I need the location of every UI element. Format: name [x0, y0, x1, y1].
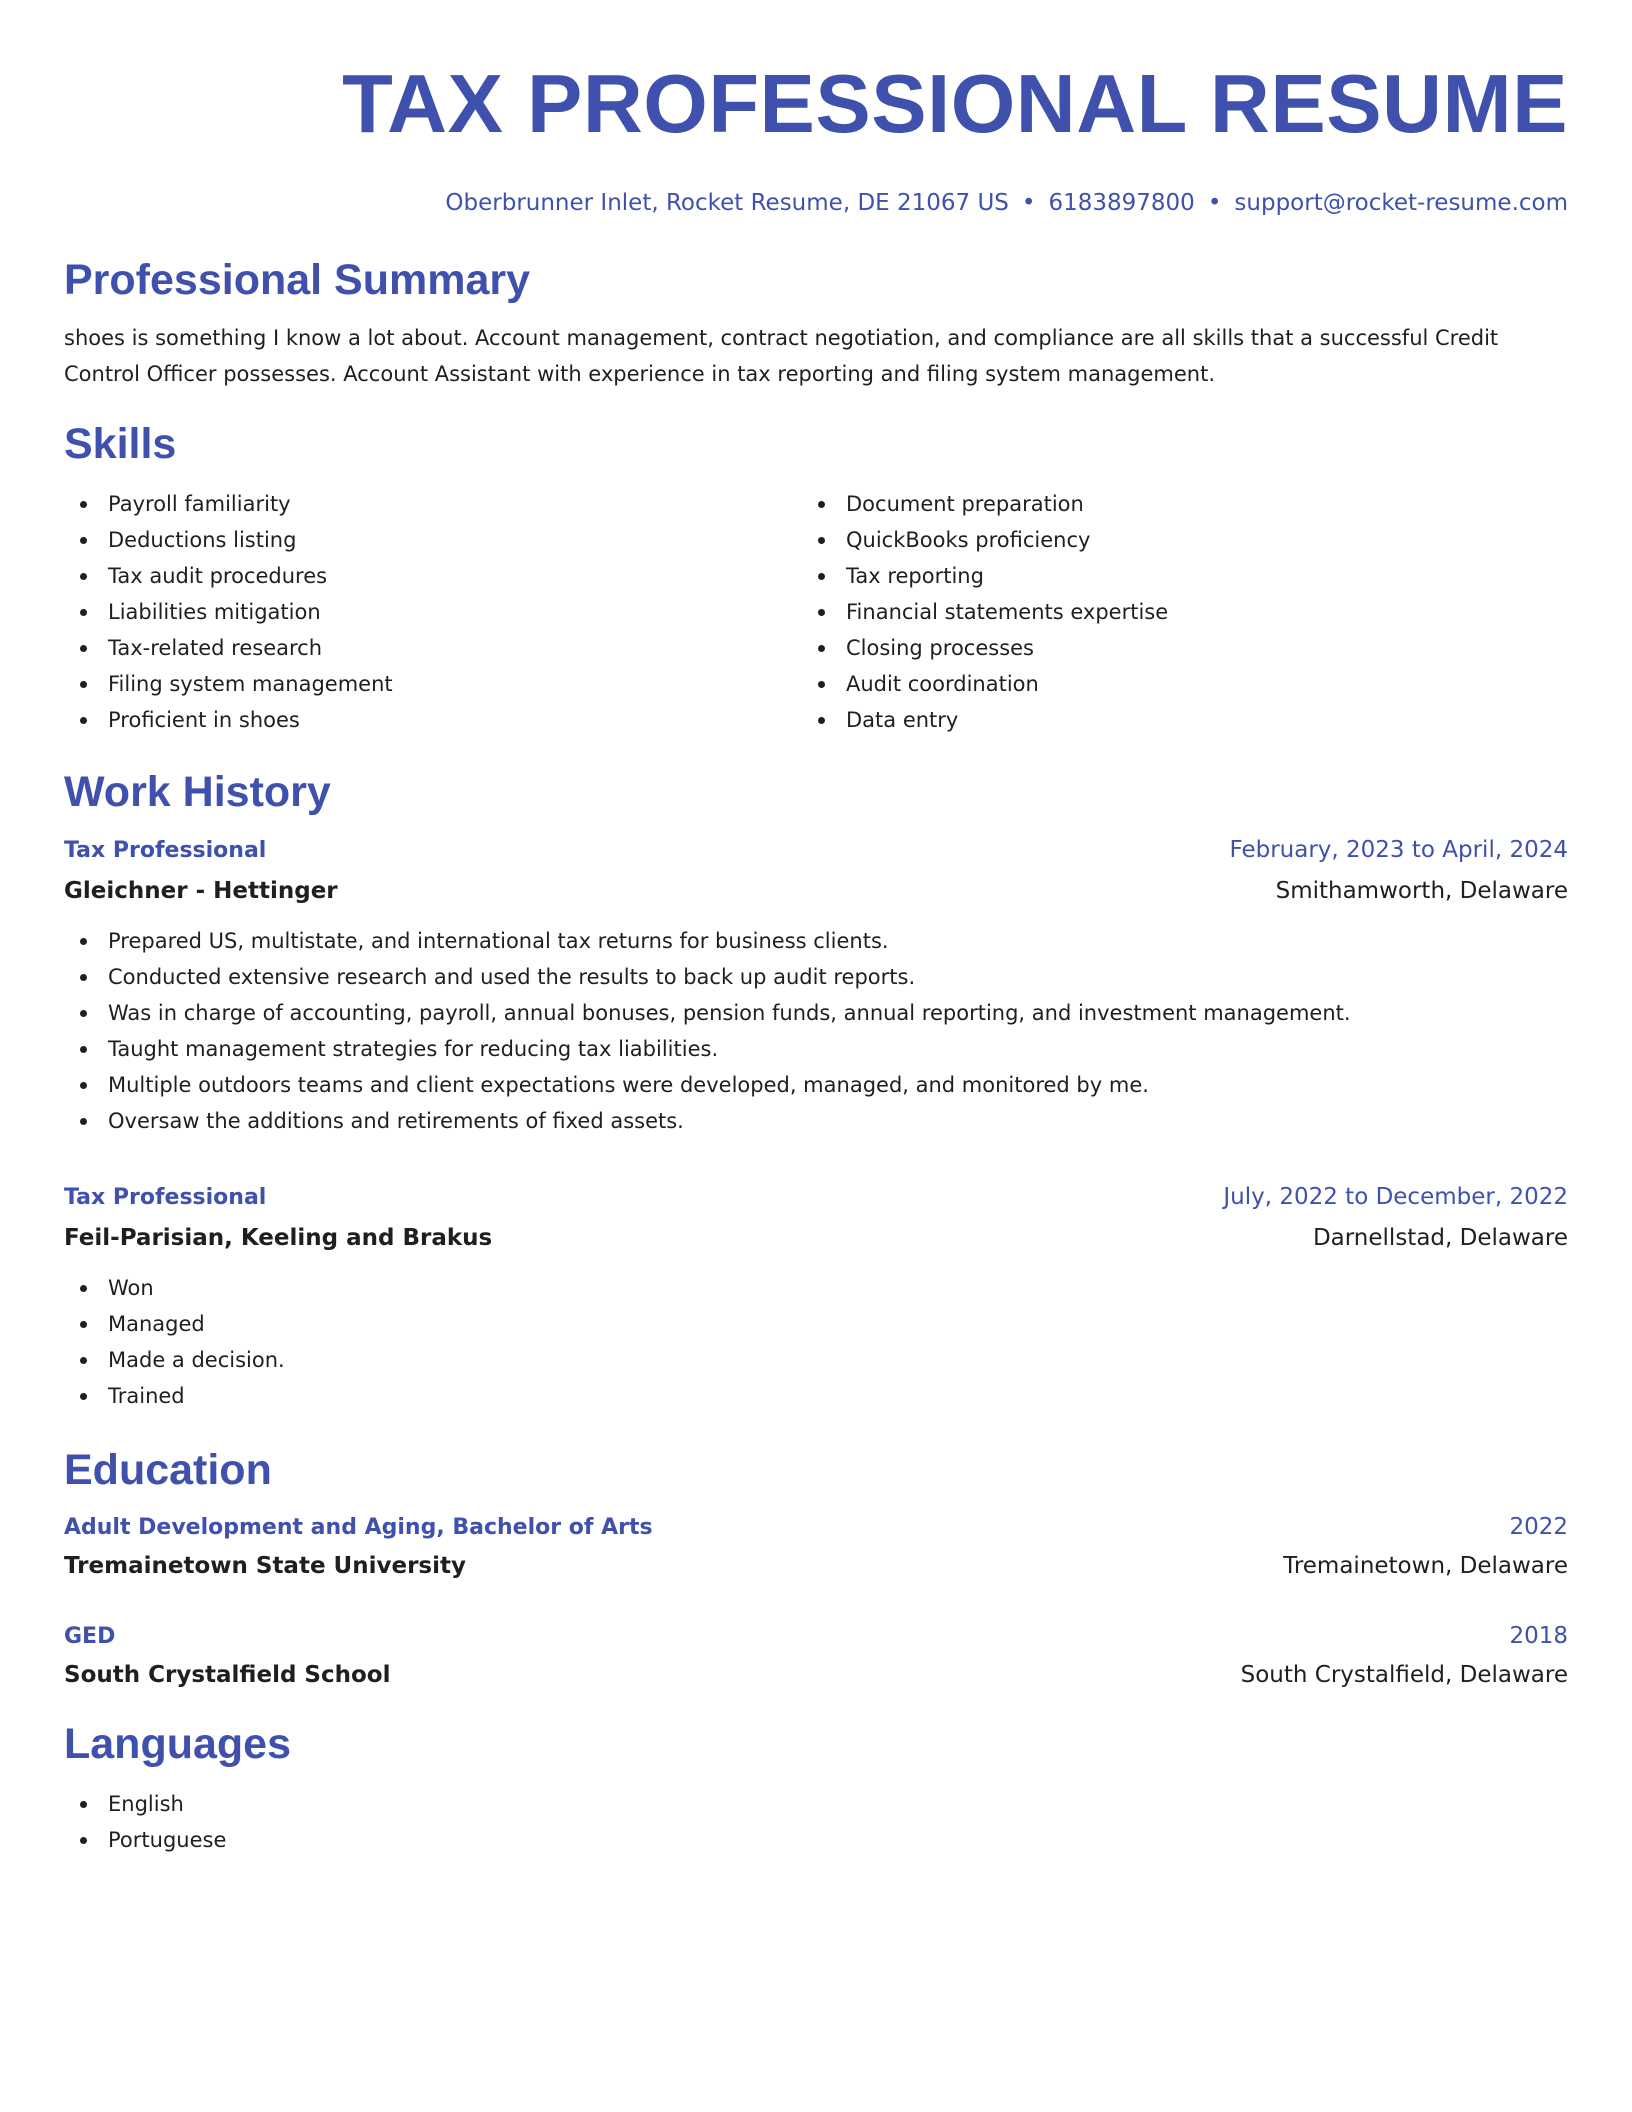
job-bullet: Prepared US, multistate, and international tax returns for business clients. — [64, 923, 1568, 959]
skill-item: Audit coordination — [802, 666, 1540, 702]
job-bullet: Multiple outdoors teams and client expectations were developed, managed, and monitored by me. — [64, 1067, 1568, 1103]
skills-list-left — [64, 486, 802, 738]
job-role: Tax Professional — [64, 1185, 267, 1210]
job-bullet: Conducted extensive research and used the results to back up audit reports. — [64, 959, 1568, 995]
skill-item: Document preparation — [802, 486, 1540, 522]
job-title-row — [64, 1177, 1568, 1218]
job-bullets — [64, 1270, 1568, 1414]
education-location: Tremainetown, Delaware — [1283, 1553, 1568, 1579]
languages-heading: Languages — [64, 1720, 291, 1768]
job-role: Tax Professional — [64, 838, 267, 863]
summary-text: shoes is something I know a lot about. Account management, contract negotiation, and compliance are all skills that a successful Credit Control Officer possesses. Account Assistant with experience in tax reporting and filing system management. — [64, 326, 1499, 386]
skill-item: Tax audit procedures — [64, 558, 802, 594]
education-year: 2022 — [1509, 1514, 1568, 1540]
job-bullet: Oversaw the additions and retirements of fixed assets. — [64, 1103, 1568, 1139]
contact-line — [64, 188, 1568, 218]
languages-list — [64, 1786, 1568, 1858]
skill-item: Tax-related research — [64, 630, 802, 666]
job-dates: July, 2022 to December, 2022 — [1223, 1184, 1568, 1210]
education-year: 2018 — [1509, 1623, 1568, 1649]
education-entry — [64, 1617, 1568, 1694]
resume-header — [64, 58, 1568, 218]
job-bullet: Made a decision. — [64, 1342, 1568, 1378]
skill-item: Filing system management — [64, 666, 802, 702]
education-degree-row — [64, 1617, 1568, 1656]
job-entry — [64, 1177, 1568, 1414]
contact-email: support@rocket-resume.com — [1234, 190, 1568, 216]
skills-list-right — [802, 486, 1540, 738]
job-company-row — [64, 871, 1568, 911]
skill-item: Tax reporting — [802, 558, 1540, 594]
skills-column-left — [64, 486, 802, 738]
job-company-row — [64, 1218, 1568, 1258]
skills-column-right — [802, 486, 1540, 738]
summary-section — [64, 254, 1568, 392]
education-school-row — [64, 1656, 1568, 1694]
skill-item: Proficient in shoes — [64, 702, 802, 738]
job-bullet: Trained — [64, 1378, 1568, 1414]
education-degree: GED — [64, 1624, 116, 1649]
job-bullet: Managed — [64, 1306, 1568, 1342]
language-item: English — [64, 1786, 1568, 1822]
job-location: Smithamworth, Delaware — [1275, 878, 1568, 904]
skill-item: Payroll familiarity — [64, 486, 802, 522]
job-company: Feil-Parisian, Keeling and Brakus — [64, 1225, 493, 1251]
skills-section — [64, 418, 1568, 738]
education-heading: Education — [64, 1446, 272, 1494]
contact-separator: • — [1207, 190, 1222, 216]
education-entry — [64, 1508, 1568, 1585]
contact-phone: 6183897800 — [1048, 190, 1195, 216]
education-section — [64, 1444, 1568, 1694]
education-school: Tremainetown State University — [64, 1553, 466, 1579]
education-degree: Adult Development and Aging, Bachelor of Arts — [64, 1515, 653, 1540]
contact-address: Oberbrunner Inlet, Rocket Resume, DE 21067 US — [445, 190, 1009, 216]
job-location: Darnellstad, Delaware — [1312, 1225, 1568, 1251]
job-bullet: Was in charge of accounting, payroll, annual bonuses, pension funds, annual reporting, and investment management. — [64, 995, 1568, 1031]
job-bullet: Won — [64, 1270, 1568, 1306]
job-entry — [64, 830, 1568, 1139]
education-school-row — [64, 1547, 1568, 1585]
contact-separator: • — [1021, 190, 1036, 216]
education-location: South Crystalfield, Delaware — [1240, 1662, 1568, 1688]
work-history-heading: Work History — [64, 768, 331, 816]
job-bullet: Taught management strategies for reducing tax liabilities. — [64, 1031, 1568, 1067]
resume-title: TAX PROFESSIONAL RESUME — [342, 57, 1568, 150]
job-dates: February, 2023 to April, 2024 — [1229, 837, 1568, 863]
skill-item: Closing processes — [802, 630, 1540, 666]
skill-item: QuickBooks proficiency — [802, 522, 1540, 558]
skills-heading: Skills — [64, 420, 177, 468]
education-degree-row — [64, 1508, 1568, 1547]
job-title-row — [64, 830, 1568, 871]
skill-item: Deductions listing — [64, 522, 802, 558]
language-item: Portuguese — [64, 1822, 1568, 1858]
summary-heading: Professional Summary — [64, 256, 531, 304]
languages-section — [64, 1718, 1568, 1858]
job-company: Gleichner - Hettinger — [64, 878, 338, 904]
skill-item: Liabilities mitigation — [64, 594, 802, 630]
skills-columns — [64, 486, 1568, 738]
work-history-section — [64, 766, 1568, 1414]
skill-item: Data entry — [802, 702, 1540, 738]
skill-item: Financial statements expertise — [802, 594, 1540, 630]
education-school: South Crystalfield School — [64, 1662, 391, 1688]
job-bullets — [64, 923, 1568, 1139]
